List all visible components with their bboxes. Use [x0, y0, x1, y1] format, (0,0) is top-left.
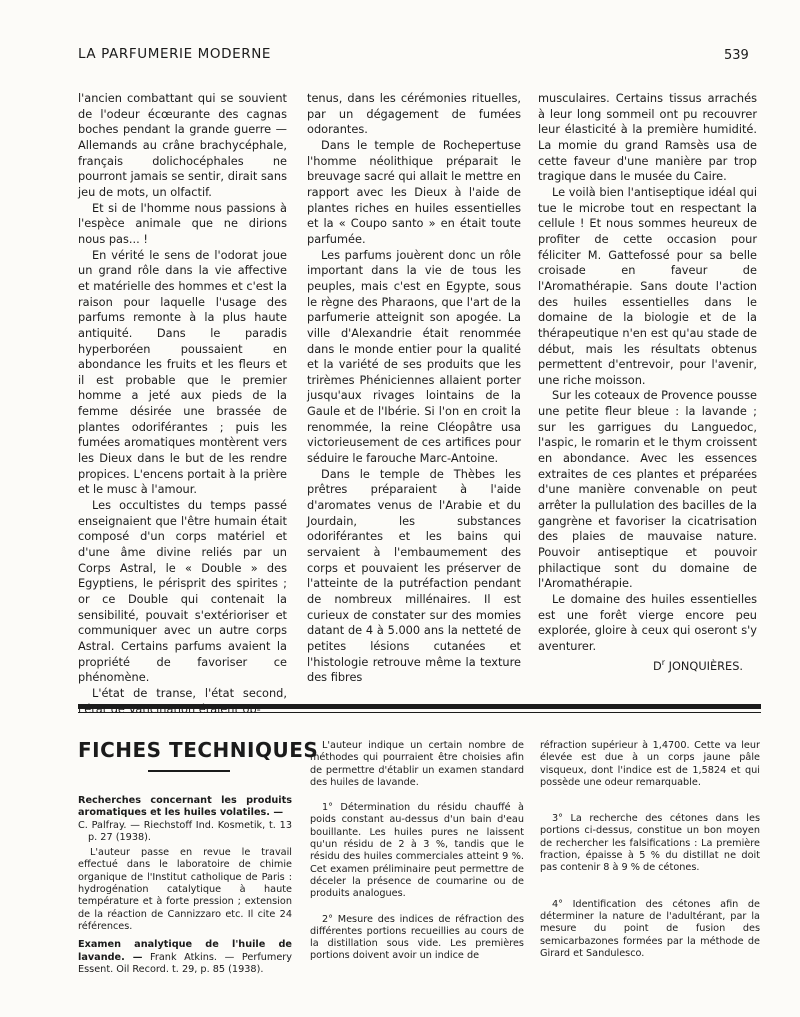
title-underline	[148, 770, 230, 772]
paragraph: 3° La recherche des cétones dans les portions ci-dessus, constitue un bon moyen de rechercher les falsifications : La première fraction, épaisse à 5 % du distillat ne doit pas contenir 8 à 9 % de cétones.	[540, 813, 760, 874]
article-column-1	[78, 91, 287, 717]
section-divider-thin	[78, 712, 761, 713]
paragraph: Les occultistes du temps passé enseignaient que l'être humain était composé d'un corps matériel et d'une âme divine reliés par un Corps Astral, le « Double » des Egyptiens, le périsprit des spirites ; or ce Double qui contenait la sensibilité, pouvait s'extérioriser et communiquer avec un autre corps Astral. Certains parfums avaient la propriété de favoriser ce phénomène.	[78, 498, 287, 685]
paragraph: Dans le temple de Rochepertuse l'homme néolithique préparait le breuvage sacré qui allait le mettre en rapport avec les Dieux à l'aide de plantes riches en huiles essentielles et la « Coupo santo » en était toute parfumée.	[307, 137, 521, 246]
paragraph: L'état de transe, l'état second,	[92, 685, 287, 700]
signature-name: JONQUIÈRES.	[665, 658, 743, 673]
reference-citation: Frank Atkins. — Perfumery Essent. Oil Record. t. 29, p. 85 (1938).	[78, 951, 292, 975]
paragraph: Dans le temple de Thèbes les prêtres préparaient à l'aide d'aromates venus de l'Arabie et du Jourdain, les substances odoriférantes et les bains qui servaient à l'embaumement des corps et pouvaient les préserver de l'atteinte de la putréfaction pendant de nombreux millénaires. Il est curieux de constater sur des momies datant de 4 à 5.000 ans la netteté de petites lésions cutanées et l'histologie retrouve même la texture des fibres	[307, 466, 521, 685]
fiches-column-3	[540, 740, 760, 960]
page-number: 539	[724, 48, 749, 63]
paragraph: En vérité le sens de l'odorat joue un grand rôle dans la vie affective et matérielle des hommes et c'est la raison pour laquelle l'usage des parfums remonte à la plus haute antiquité. Dans le paradis hyperboréen poussaient en abondance les fruits et les fleurs et il est probable que le premier homme a jeté aux pieds de la femme désirée une brassée de plantes odoriférantes ; puis les fumées aromatiques montèrent vers les Dieux dans le but de les rendre propices. L'encens portait à la prière et le musc à l'amour.	[78, 247, 287, 497]
article-column-3	[538, 91, 757, 674]
article-column-2	[307, 91, 521, 686]
paragraph: 4° Identification des cétones afin de déterminer la nature de l'adultérant, par la mesure du point de fusion des semicarbazones formées par la méthode de Girard et Sandulesco.	[540, 898, 760, 959]
paragraph: Le domaine des huiles essentielles est une forêt vierge encore peu explorée, gloire à ceux qui oseront s'y aventurer.	[538, 592, 757, 653]
signature-sup: r	[661, 657, 666, 667]
section-title: FICHES TECHNIQUES	[78, 738, 319, 762]
paragraph: Et si de l'homme nous passions à l'espèce animale que ne dirions nous pas... !	[78, 200, 287, 246]
reference-title: Examen analytique de l'huile de lavande. —	[78, 939, 292, 963]
reference-citation: C. Palfray. — Riechstoff Ind. Kosmetik, t. 13 p. 27 (1938).	[78, 819, 292, 843]
reference-summary: L'auteur passe en revue le travail effectué dans le laboratoire de chimie organique de l'Institut catholique de Paris : hydrogénation catalytique à haute température et à forte pression ; extension de la réaction de Cannizzaro etc. Il cite 24 références.	[78, 847, 292, 932]
paragraph: musculaires. Certains tissus arrachés à leur long sommeil ont pu recouvrer leur élasticité à la première humidité. La momie du grand Ramsès usa de cette faveur d'une manière par trop tragique dans le musée du Caire.	[538, 91, 757, 184]
author-signature	[538, 655, 757, 674]
paragraph: 2° Mesure des indices de réfraction des différentes portions recueillies au cours de la distillation sous vide. Les premières portions doivent avoir un indice de	[310, 913, 524, 962]
journal-title: LA PARFUMERIE MODERNE	[78, 46, 272, 62]
paragraph: l'ancien combattant qui se souvient de l'odeur écœurante des cagnas boches pendant la grande guerre — Allemands au crâne brachycéphale, français dolichocéphales ne pourront jamais se sentir, dirait sans jeu de mots, un olfactif.	[78, 91, 287, 199]
paragraph: Les parfums jouèrent donc un rôle important dans la vie de tous les peuples, mais c'est en Egypte, sous le règne des Pharaons, que l'art de la parfumerie atteignit son apogée. La ville d'Alexandrie était renommée dans le monde entier pour la qualité et la variété de ses produits que les trirèmes Phéniciennes allaient porter jusqu'aux rivages lointains de la Gaule et de l'Ibérie. Si l'on en croit la renommée, la reine Cléopâtre usa victorieusement de ces artifices pour séduire le farouche Marc-Antoine.	[307, 247, 521, 466]
paragraph: Sur les coteaux de Provence pousse une petite fleur bleue : la lavande ; sur les garrigues du Languedoc, l'aspic, le romarin et le thym croissent en abondance. Avec les essences extraites de ces plantes et préparées d'une manière convenable on peut arrêter la pullulation des bacilles de la gangrène et favoriser la cicatrisation des plaies de mauvaise nature. Pouvoir antiseptique et pouvoir philactique sont du domaine de l'Aromathérapie.	[538, 388, 757, 591]
paragraph: tenus, dans les cérémonies rituelles, par un dégagement de fumées odorantes.	[307, 91, 521, 137]
paragraph: L'auteur indique un certain nombre de méthodes qui pourraient être choisies afin de permettre d'établir un examen standard des huiles de lavande.	[310, 740, 524, 788]
section-divider-thick	[78, 704, 761, 709]
fiches-column-2	[310, 740, 524, 963]
signature-prefix: D	[652, 658, 662, 673]
reference-1	[78, 795, 292, 820]
paragraph: Le voilà bien l'antiseptique idéal qui tue le microbe tout en respectant la cellule ! Et nous sommes heureux de profiter de cette occasion pour féliciter M. Gattefossé pour sa belle croisade en faveur de l'Aromathérapie. Sans doute l'action des huiles essentielles dans le domaine de la biologie et de la thérapeutique n'en est qu'au stade de début, mais les résultats obtenus permettent d'entrevoir, pour l'avenir, une riche moisson.	[538, 184, 757, 387]
fiches-column-1	[78, 795, 292, 976]
paragraph: réfraction supérieur à 1,4700. Cette va leur élevée est due à un corps jaune pâle visqueux, dont l'indice est de 1,5824 et qui possède une odeur remarquable.	[540, 740, 760, 788]
reference-title: Recherches concernant les produits aromatiques et les huiles volatiles. —	[78, 795, 292, 819]
paragraph: 1° Détermination du résidu chauffé à poids constant au-dessus d'un bain d'eau bouillante. Les huiles pures ne laissent qu'un résidu de 2 à 3 %, tandis que le résidu des huiles commerciales atteint 9 %. Cet examen préliminaire peut permettre de déceler la présence de coumarine ou de produits analogues.	[310, 802, 524, 900]
reference-2	[78, 939, 292, 976]
